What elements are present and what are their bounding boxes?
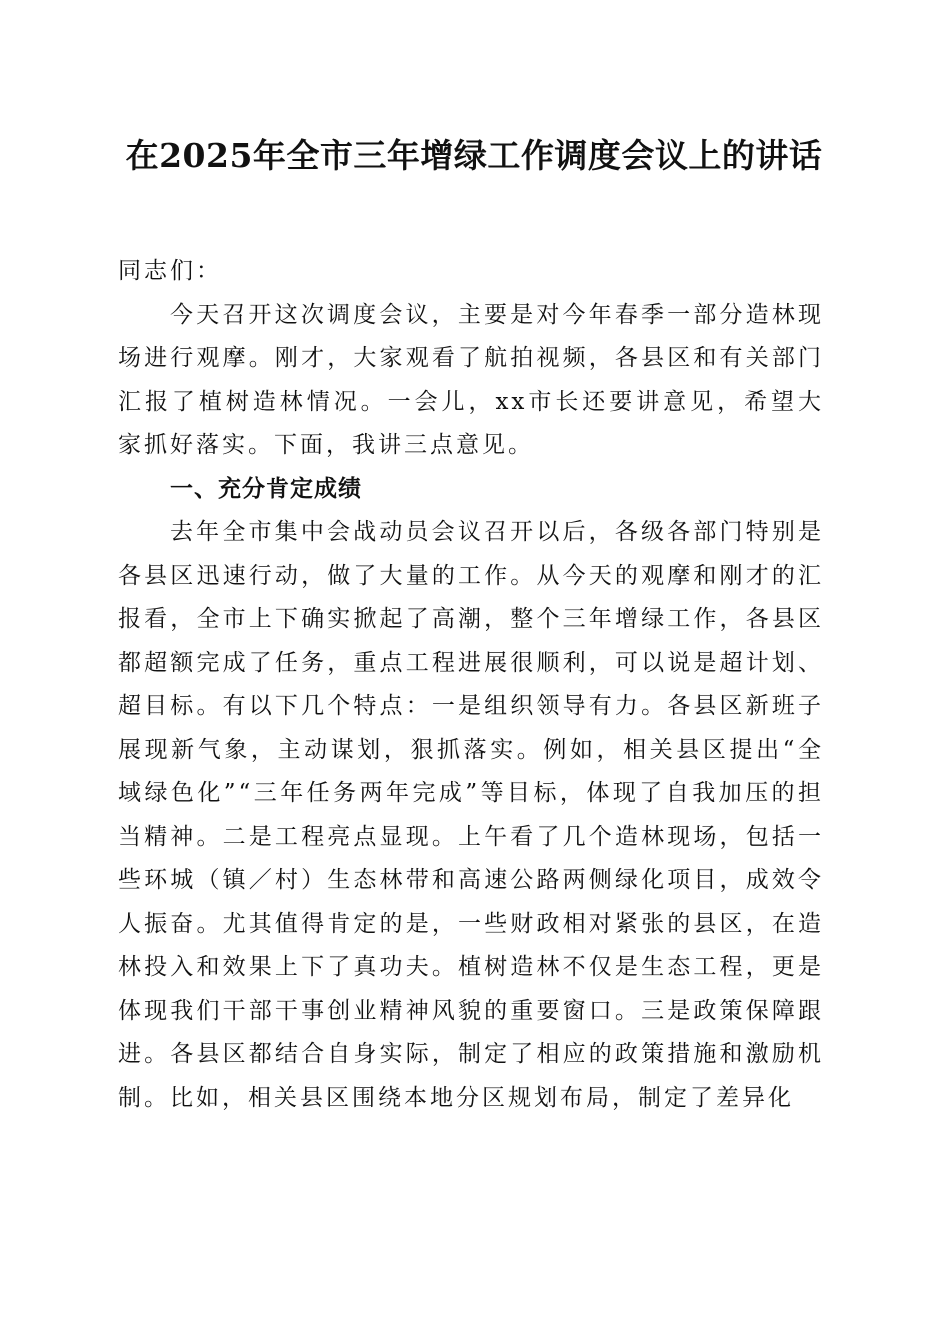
document-body [118,250,824,1120]
document-title: 在2025年全市三年增绿工作调度会议上的讲话 [125,136,823,175]
section-heading: 一、充分肯定成绩 [170,475,362,502]
section-paragraph: 去年全市集中会战动员会议召开以后，各级各部门特别是各县区迅速行动，做了大量的工作。从今天的观摩和刚才的汇报看，全市上下确实掀起了高潮，整个三年增绿工作，各县区都超额完成了任务，重点工程进展很顺利，可以说是超计划、超目标。有以下几个特点：一是组织领导有力。各县区新班子展现新气象，主动谋划，狠抓落实。例如，相关县区提出“全域绿色化”“三年任务两年完成”等目标，体现了自我加压的担当精神。二是工程亮点显现。上午看了几个造林现场，包括一些环城（镇／村）生态林带和高速公路两侧绿化项目，成效令人振奋。尤其值得肯定的是，一些财政相对紧张的县区，在造林投入和效果上下了真功夫。植树造林不仅是生态工程，更是体现我们干部干事创业精神风貌的重要窗口。三是政策保障跟进。各县区都结合自身实际，制定了相应的政策措施和激励机制。比如，相关县区围绕本地分区规划布局，制定了差异化 [118,519,824,1111]
intro-paragraph: 今天召开这次调度会议，主要是对今年春季一部分造林现场进行观摩。刚才，大家观看了航拍视频，各县区和有关部门汇报了植树造林情况。一会儿，xx市长还要讲意见，希望大家抓好落实。下面，我讲三点意见。 [118,301,824,458]
salutation: 同志们： [118,258,222,284]
